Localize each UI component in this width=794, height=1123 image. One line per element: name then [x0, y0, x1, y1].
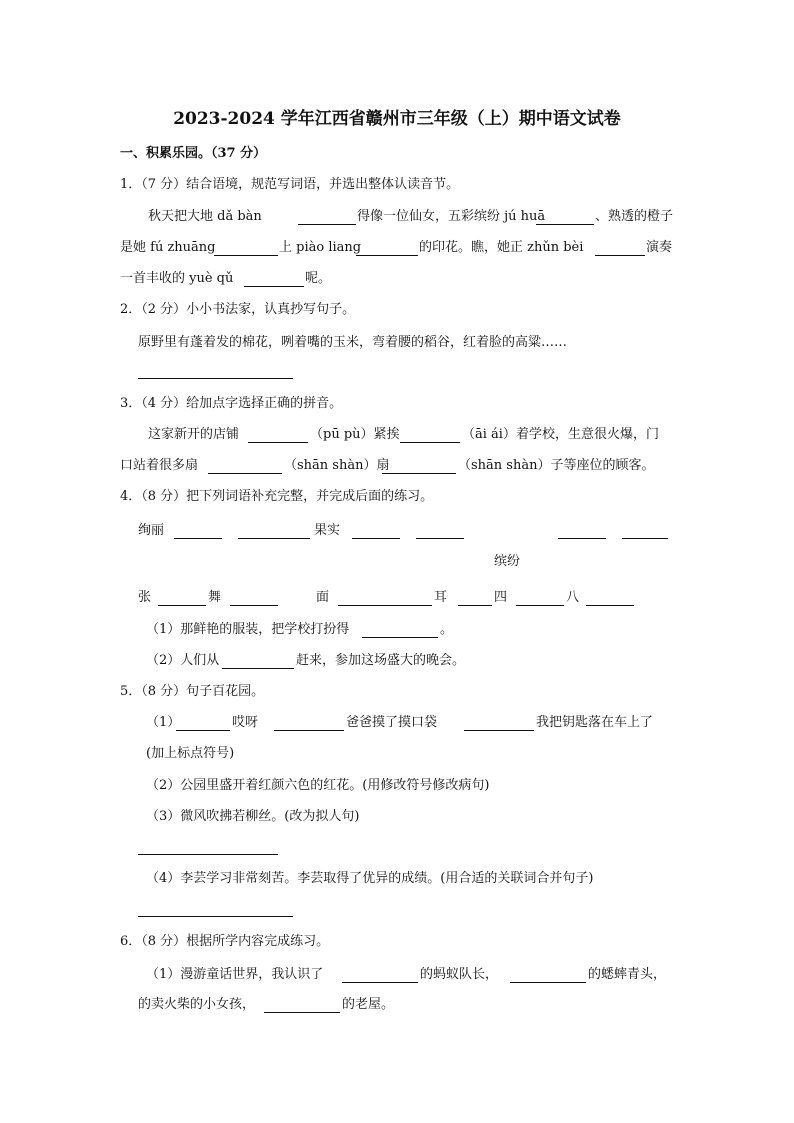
q6-stem: 6．（8 分）根据所学内容完成练习。 [120, 934, 330, 949]
answer-blank[interactable] [356, 255, 418, 256]
q3-text: （pū pù）紧挨 [310, 427, 400, 442]
q1-text: 呢。 [305, 271, 332, 286]
answer-line[interactable] [138, 916, 293, 917]
answer-blank[interactable] [230, 605, 278, 606]
q4-sub-text: 。 [440, 622, 454, 637]
q1-text: 演奏 [646, 240, 673, 255]
q6-sub-text: 的蚂蚁队长， [420, 967, 499, 982]
q4-sub-text: （1）那鲜艳的服装，把学校打扮得 [146, 622, 350, 637]
q5-sub-text: （4）李芸学习非常刻苦。李芸取得了优异的成绩。(用合适的关联词合并句子) [146, 871, 594, 886]
q5-sub-text: 我把钥匙落在车上了 [536, 715, 654, 730]
q6-sub-text: 的老屋。 [342, 997, 395, 1012]
q3-stem: 3．（4 分）给加点字选择正确的拼音。 [120, 396, 343, 411]
word-text: 面 [316, 590, 330, 605]
answer-blank[interactable] [362, 637, 438, 638]
page-title: 2023-2024 学年江西省赣州市三年级（上）期中语文试卷 [173, 109, 621, 129]
q1-text: 秋天把大地 dǎ bàn [148, 209, 262, 224]
answer-blank[interactable] [516, 605, 564, 606]
q4-stem: 4．（8 分）把下列词语补充完整，并完成后面的练习。 [120, 489, 434, 504]
q5-sub-text: 爸爸摸了摸口袋 [346, 715, 438, 730]
q5-sub-text: (加上标点符号) [146, 746, 235, 761]
answer-blank[interactable] [416, 538, 464, 539]
word-text: 绚丽 [138, 523, 165, 538]
q3-text: 口站着很多扇 [120, 458, 199, 473]
word-text: 果实 [314, 523, 341, 538]
answer-blank[interactable] [382, 473, 456, 474]
q3-text: （shān shàn）子等座位的顾客。 [458, 458, 655, 473]
q5-sub-text: （1） [146, 715, 181, 730]
answer-blank[interactable] [464, 730, 534, 731]
answer-blank[interactable] [264, 1012, 340, 1013]
q3-text: （āi ái）着学校，生意很火爆，门 [462, 427, 659, 442]
word-text: 八 [566, 590, 580, 605]
q1-text: 上 piào liang [279, 240, 362, 255]
q4-sub-text: 赶来，参加这场盛大的晚会。 [296, 653, 466, 668]
answer-blank[interactable] [595, 255, 645, 256]
answer-blank[interactable] [622, 538, 668, 539]
answer-blank[interactable] [352, 538, 400, 539]
q2-stem: 2．（2 分）小小书法家，认真抄写句子。 [120, 302, 356, 317]
q1-text: 是她 fú zhuāng [120, 240, 216, 255]
q5-sub-text: 哎呀 [232, 715, 259, 730]
q1-text: 的印花。瞧，她正 zhǔn bèi [419, 240, 584, 255]
answer-blank[interactable] [536, 224, 594, 225]
q5-sub-text: （3）微风吹拂若柳丝。(改为拟人句) [146, 809, 360, 824]
q1-text: 得像一位仙女，五彩缤纷 jú huā [357, 209, 546, 224]
answer-blank[interactable] [244, 286, 304, 287]
word-text: 四 [494, 590, 508, 605]
q1-text: 、熟透的橙子 [595, 209, 674, 224]
word-text: 舞 [208, 590, 222, 605]
answer-blank[interactable] [238, 538, 310, 539]
q3-text: （shān shàn）扇 [284, 458, 390, 473]
answer-blank[interactable] [208, 473, 282, 474]
answer-line[interactable] [138, 378, 293, 379]
answer-blank[interactable] [558, 538, 606, 539]
answer-blank[interactable] [222, 668, 294, 669]
q1-text: 一首丰收的 yuè qǔ [120, 271, 234, 286]
answer-blank[interactable] [214, 255, 278, 256]
answer-blank[interactable] [298, 224, 356, 225]
q5-stem: 5．（8 分）句子百花园。 [120, 684, 265, 699]
section-heading: 一、积累乐园。（37 分） [120, 146, 267, 161]
answer-blank[interactable] [400, 442, 460, 443]
answer-blank[interactable] [274, 730, 344, 731]
answer-line[interactable] [138, 854, 278, 855]
answer-blank[interactable] [338, 605, 432, 606]
q3-text: 这家新开的店铺 [148, 427, 240, 442]
answer-blank[interactable] [176, 730, 230, 731]
q2-text: 原野里有蓬着发的棉花，咧着嘴的玉米，弯着腰的稻谷，红着脸的高粱…… [138, 335, 568, 350]
q1-stem: 1．（7 分）结合语境，规范写词语，并选出整体认读音节。 [120, 177, 460, 192]
answer-blank[interactable] [248, 442, 308, 443]
answer-blank[interactable] [158, 605, 206, 606]
q6-sub-text: 的卖火柴的小女孩， [138, 997, 256, 1012]
word-text: 张 [138, 590, 152, 605]
answer-blank[interactable] [510, 982, 586, 983]
word-text: 耳 [434, 590, 448, 605]
q6-sub-text: （1）漫游童话世界，我认识了 [146, 967, 324, 982]
q6-sub-text: 的蟋蟀青头， [588, 967, 667, 982]
answer-blank[interactable] [174, 538, 222, 539]
q5-sub-text: （2）公园里盛开着红颜六色的红花。(用修改符号修改病句) [146, 778, 490, 793]
word-text: 缤纷 [494, 554, 521, 569]
answer-blank[interactable] [586, 605, 634, 606]
answer-blank[interactable] [342, 982, 418, 983]
answer-blank[interactable] [458, 605, 492, 606]
q4-sub-text: （2）人们从 [146, 653, 220, 668]
